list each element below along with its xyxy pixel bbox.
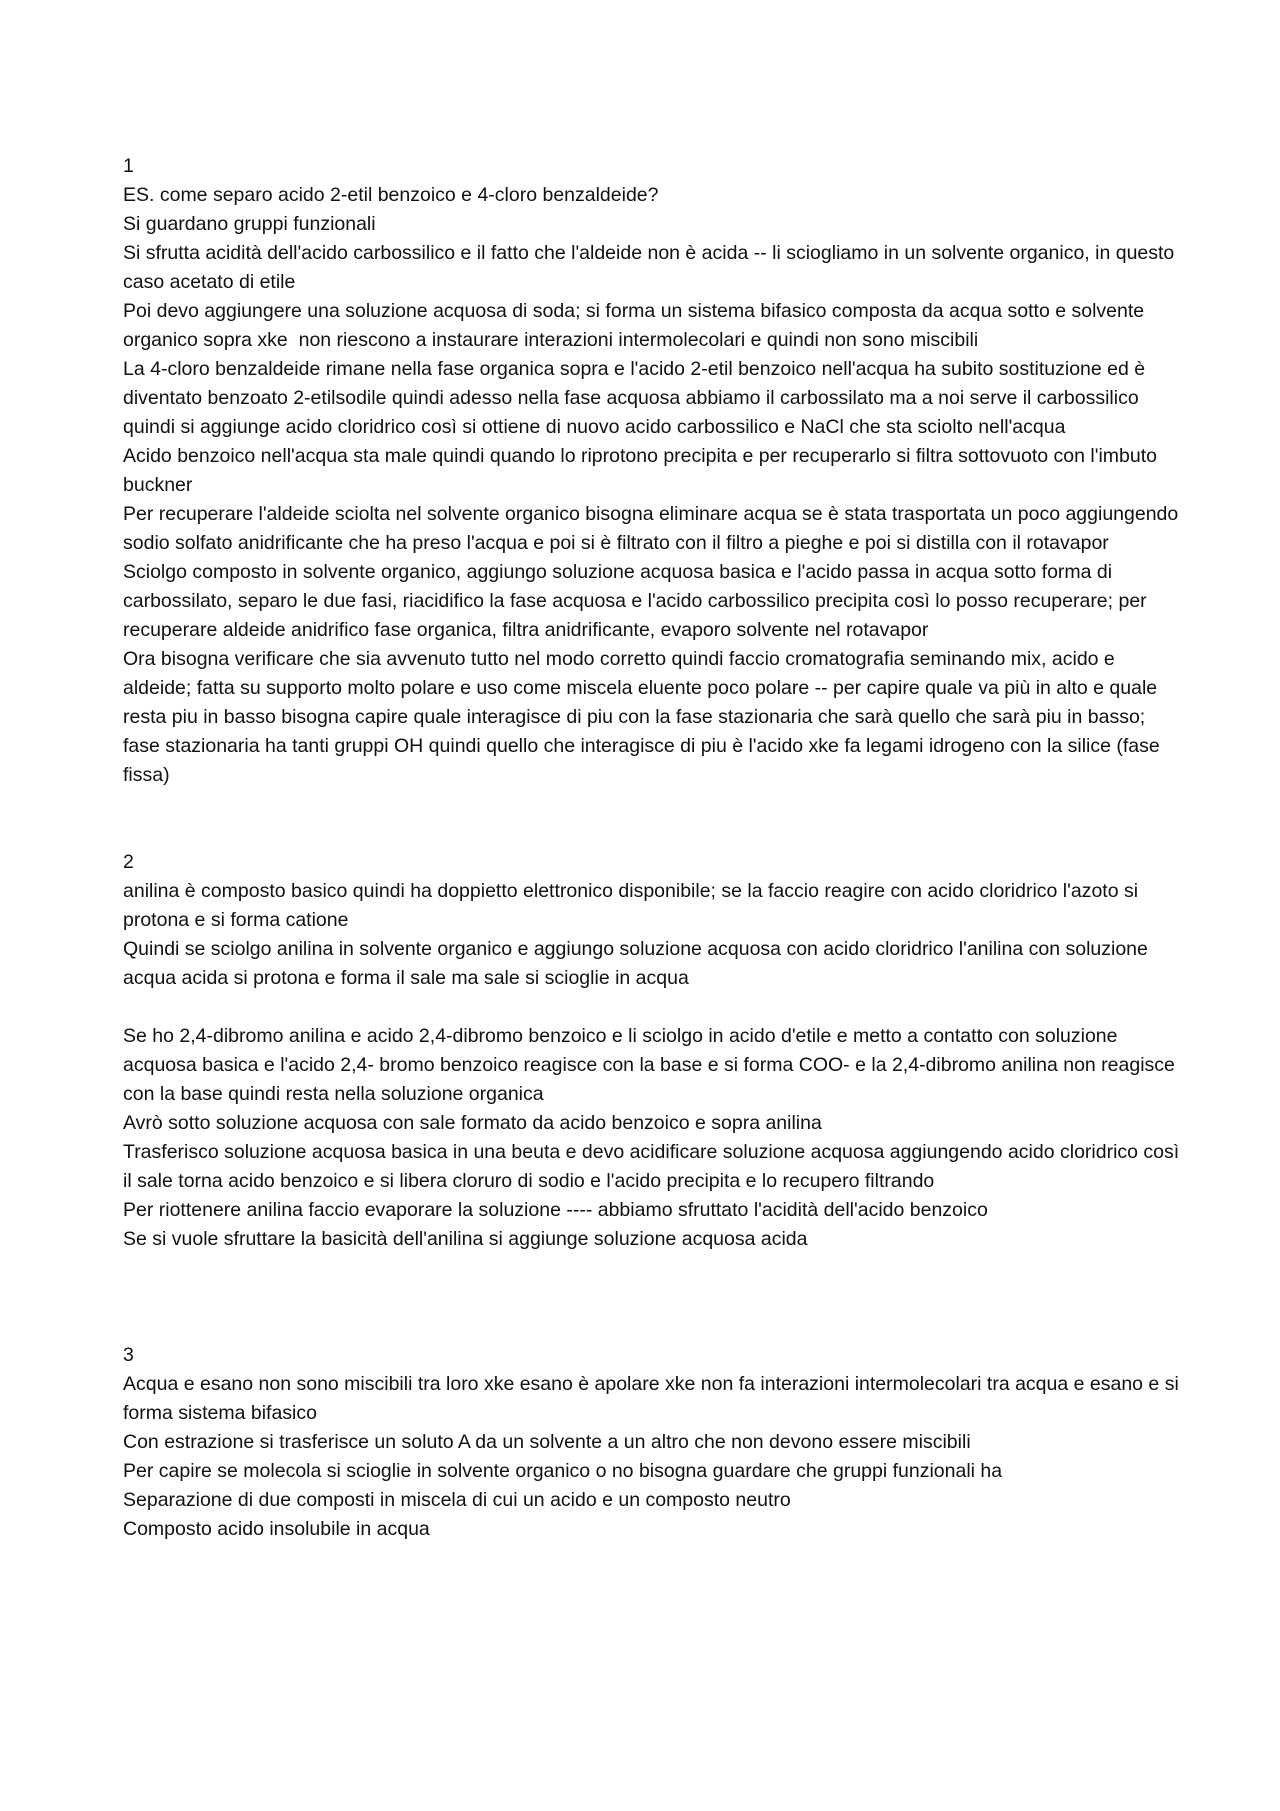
section-number: 2 xyxy=(123,851,134,873)
spacer xyxy=(123,993,1183,1022)
spacer xyxy=(123,1254,1183,1341)
section-number: 1 xyxy=(123,155,134,177)
paragraph: Con estrazione si trasferisce un soluto A da un solvente a un altro che non devono essere miscibili xyxy=(123,1431,971,1453)
paragraph: Acqua e esano non sono miscibili tra loro xke esano è apolare xke non fa interazioni intermolecolari tra acqua e esano e si forma sistema bifasico xyxy=(123,1373,1185,1424)
paragraph: ES. come separo acido 2-etil benzoico e 4-cloro benzaldeide? xyxy=(123,184,659,206)
paragraph: Composto acido insolubile in acqua xyxy=(123,1518,430,1540)
paragraph: Poi devo aggiungere una soluzione acquosa di soda; si forma un sistema bifasico composta da acqua sotto e solvente organico sopra xke non riescono a instaurare interazioni intermolecolari e quindi non sono miscibili xyxy=(123,300,1150,351)
section-number: 3 xyxy=(123,1344,134,1366)
section-3 xyxy=(123,1341,1183,1544)
section-2 xyxy=(123,848,1183,1254)
paragraph: Trasferisco soluzione acquosa basica in una beuta e devo acidificare soluzione acquosa aggiungendo acido cloridrico così il sale torna acido benzoico e si libera cloruro di sodio e l'acido precipita e lo recupero filtrando xyxy=(123,1141,1185,1192)
paragraph: Quindi se sciolgo anilina in solvente organico e aggiungo soluzione acquosa con acido cloridrico l'anilina con soluzione acqua acida si protona e forma il sale ma sale si scioglie in acqua xyxy=(123,938,1154,989)
paragraph: Separazione di due composti in miscela di cui un acido e un composto neutro xyxy=(123,1489,791,1511)
paragraph: Per capire se molecola si scioglie in solvente organico o no bisogna guardare che gruppi funzionali ha xyxy=(123,1460,1003,1482)
spacer xyxy=(123,790,1183,848)
paragraph: Per recuperare l'aldeide sciolta nel solvente organico bisogna eliminare acqua se è stata trasportata un poco aggiungendo sodio solfato anidrificante che ha preso l'acqua e poi si è filtrato con il filtro a pieghe e poi si distilla con il rotavapor xyxy=(123,503,1184,554)
document-content xyxy=(123,152,1183,1544)
paragraph: Si guardano gruppi funzionali xyxy=(123,213,376,235)
section-1 xyxy=(123,152,1183,790)
paragraph: Sciolgo composto in solvente organico, aggiungo soluzione acquosa basica e l'acido passa in acqua sotto forma di carbossilato, separo le due fasi, riacidifico la fase acquosa e l'acido carbossilico precipita così lo posso recuperare; per recuperare aldeide anidrifico fase organica, filtra anidrificante, evaporo solvente nel rotavapor xyxy=(123,561,1153,641)
paragraph: La 4-cloro benzaldeide rimane nella fase organica sopra e l'acido 2-etil benzoico nell'acqua ha subito sostituzione ed è diventato benzoato 2-etilsodile quindi adesso nella fase acquosa abbiamo il carbossilato ma a noi serve il carbossilico quindi si aggiunge acido cloridrico così si ottiene di nuovo acido carbossilico e NaCl che sta sciolto nell'acqua xyxy=(123,358,1151,438)
paragraph: Acido benzoico nell'acqua sta male quindi quando lo riprotono precipita e per recuperarlo si filtra sottovuoto con l'imbuto buckner xyxy=(123,445,1163,496)
paragraph: Avrò sotto soluzione acquosa con sale formato da acido benzoico e sopra anilina xyxy=(123,1112,822,1134)
paragraph: anilina è composto basico quindi ha doppietto elettronico disponibile; se la faccio reagire con acido cloridrico l'azoto si protona e si forma catione xyxy=(123,880,1144,931)
paragraph: Se ho 2,4-dibromo anilina e acido 2,4-dibromo benzoico e li sciolgo in acido d'etile e metto a contatto con soluzione acquosa basica e l'acido 2,4- bromo benzoico reagisce con la base e si forma COO- e la 2,4-dibromo anilina non reagisce con la base quindi resta nella soluzione organica xyxy=(123,1025,1181,1105)
paragraph: Si sfrutta acidità dell'acido carbossilico e il fatto che l'aldeide non è acida -- li sciogliamo in un solvente organico, in questo caso acetato di etile xyxy=(123,242,1180,293)
paragraph: Se si vuole sfruttare la basicità dell'anilina si aggiunge soluzione acquosa acida xyxy=(123,1228,808,1250)
paragraph: Ora bisogna verificare che sia avvenuto tutto nel modo corretto quindi faccio cromatografia seminando mix, acido e aldeide; fatta su supporto molto polare e uso come miscela eluente poco polare -- per capire quale va più in alto e quale resta piu in basso bisogna capire quale interagisce di piu con la fase stazionaria che sarà quello che sarà piu in basso; fase stazionaria ha tanti gruppi OH quindi quello che interagisce di piu è l'acido xke fa legami idrogeno con la silice (fase fissa) xyxy=(123,648,1166,786)
paragraph: Per riottenere anilina faccio evaporare la soluzione ---- abbiamo sfruttato l'acidità dell'acido benzoico xyxy=(123,1199,988,1221)
